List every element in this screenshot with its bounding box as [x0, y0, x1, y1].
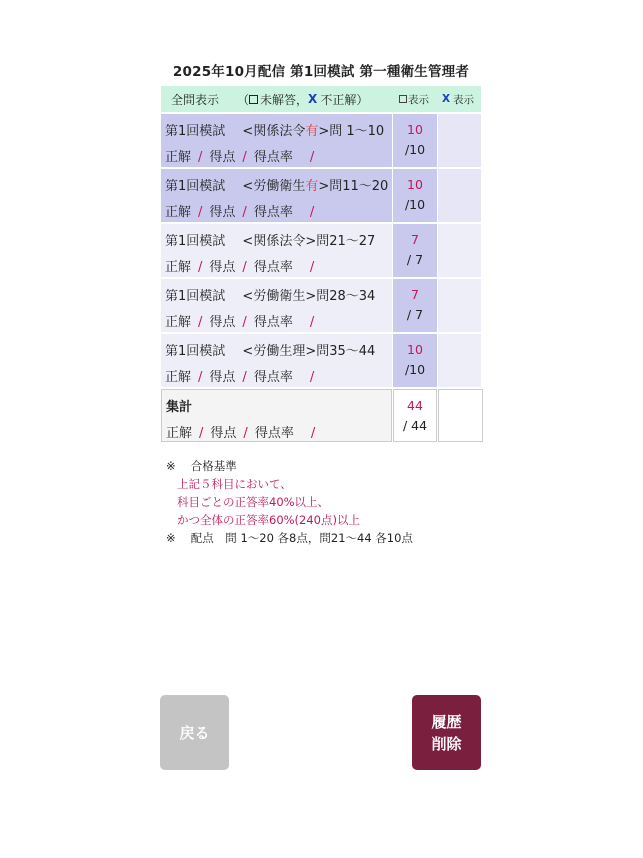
subject-row[interactable]: [161, 114, 481, 167]
subject-title: 第1回模試 <労働衛生有>問11〜20: [165, 179, 389, 194]
subject-info[interactable]: [161, 279, 392, 332]
question-denominator: / 7: [406, 252, 424, 267]
note-mark: ※: [166, 531, 176, 545]
subject-row[interactable]: [161, 334, 481, 387]
question-count: 7: [411, 287, 419, 302]
summary-incorrect-cell: [438, 389, 483, 442]
subject-info[interactable]: [161, 114, 392, 167]
unanswered-score-cell[interactable]: [393, 279, 437, 332]
back-button-label: 戻る: [179, 724, 210, 742]
subject-row[interactable]: [161, 224, 481, 277]
subject-info[interactable]: [161, 334, 392, 387]
unanswered-label: 未解答，: [260, 92, 309, 107]
results-panel: [161, 58, 481, 442]
summary-label: 集計: [166, 400, 193, 415]
criteria-line: 科目ごとの正答率40%以上、: [177, 495, 330, 509]
toggle-label: 表示: [453, 93, 475, 106]
summary-row: [161, 389, 481, 442]
subject-title: 第1回模試 <労働生理>問35〜44: [165, 344, 376, 359]
x-mark-icon: X: [441, 93, 451, 105]
unanswered-score-cell[interactable]: [393, 224, 437, 277]
has-mark: 有: [305, 179, 319, 194]
toggle-incorrect-column[interactable]: [436, 86, 480, 112]
question-count: 10: [407, 122, 423, 137]
question-denominator: /10: [404, 362, 426, 377]
unanswered-score-cell[interactable]: [393, 169, 437, 222]
unanswered-score-cell[interactable]: [393, 114, 437, 167]
filter-bar: [161, 86, 481, 112]
question-denominator: / 7: [406, 307, 424, 322]
subject-row[interactable]: [161, 279, 481, 332]
question-denominator: /10: [404, 197, 426, 212]
subject-title: 第1回模試 <関係法令>問21〜27: [165, 234, 376, 249]
incorrect-cell[interactable]: [438, 114, 481, 167]
incorrect-cell[interactable]: [438, 279, 481, 332]
summary-info: [161, 389, 392, 442]
toggle-unanswered-column[interactable]: [392, 86, 436, 112]
incorrect-cell[interactable]: [438, 169, 481, 222]
question-count: 7: [411, 232, 419, 247]
checkbox-icon: [249, 95, 258, 104]
incorrect-cell[interactable]: [438, 334, 481, 387]
subject-info[interactable]: [161, 224, 392, 277]
subject-stats: 正解 / 得点 / 得点率 /: [165, 150, 315, 165]
criteria-line: 上記５科目において、: [177, 477, 292, 491]
subject-stats: 正解 / 得点 / 得点率 /: [165, 205, 315, 220]
incorrect-label: 不正解）: [320, 92, 369, 107]
criteria-title: 合格基準: [190, 459, 237, 473]
unanswered-score-cell[interactable]: [393, 334, 437, 387]
subject-stats: 正解 / 得点 / 得点率 /: [165, 260, 315, 275]
subject-stats: 正解 / 得点 / 得点率 /: [165, 370, 315, 385]
summary-denominator: / 44: [402, 418, 428, 433]
question-denominator: /10: [404, 142, 426, 157]
criteria-line: かつ全体の正答率60%(240点)以上: [177, 513, 360, 527]
show-all-filter[interactable]: [161, 86, 392, 112]
checkbox-icon: [399, 95, 407, 103]
question-count: 10: [407, 177, 423, 192]
back-button[interactable]: [160, 695, 229, 770]
points-line: 配点 問 1〜20 各8点，問21〜44 各10点: [190, 531, 413, 545]
question-count: 10: [407, 342, 423, 357]
note-mark: ※: [166, 459, 176, 473]
subject-stats: 正解 / 得点 / 得点率 /: [165, 315, 315, 330]
open-paren: （: [237, 92, 250, 107]
delete-history-button[interactable]: [412, 695, 481, 770]
incorrect-cell[interactable]: [438, 224, 481, 277]
subject-title: 第1回模試 <労働衛生>問28〜34: [165, 289, 376, 304]
subject-title: 第1回模試 <関係法令有>問 1〜10: [165, 124, 385, 139]
notes: [166, 457, 413, 547]
x-mark-icon: X: [308, 92, 318, 106]
toggle-label: 表示: [408, 93, 429, 106]
summary-score: [393, 389, 437, 442]
summary-stats: 正解 / 得点 / 得点率 /: [166, 426, 316, 441]
show-all-label: 全問表示: [171, 92, 220, 107]
page-title: 2025年10月配信 第1回模試 第一種衛生管理者: [172, 64, 470, 80]
delete-button-label: 履歴 削除: [431, 712, 462, 753]
summary-total: 44: [407, 398, 423, 413]
subject-row[interactable]: [161, 169, 481, 222]
has-mark: 有: [305, 124, 319, 139]
subject-info[interactable]: [161, 169, 392, 222]
